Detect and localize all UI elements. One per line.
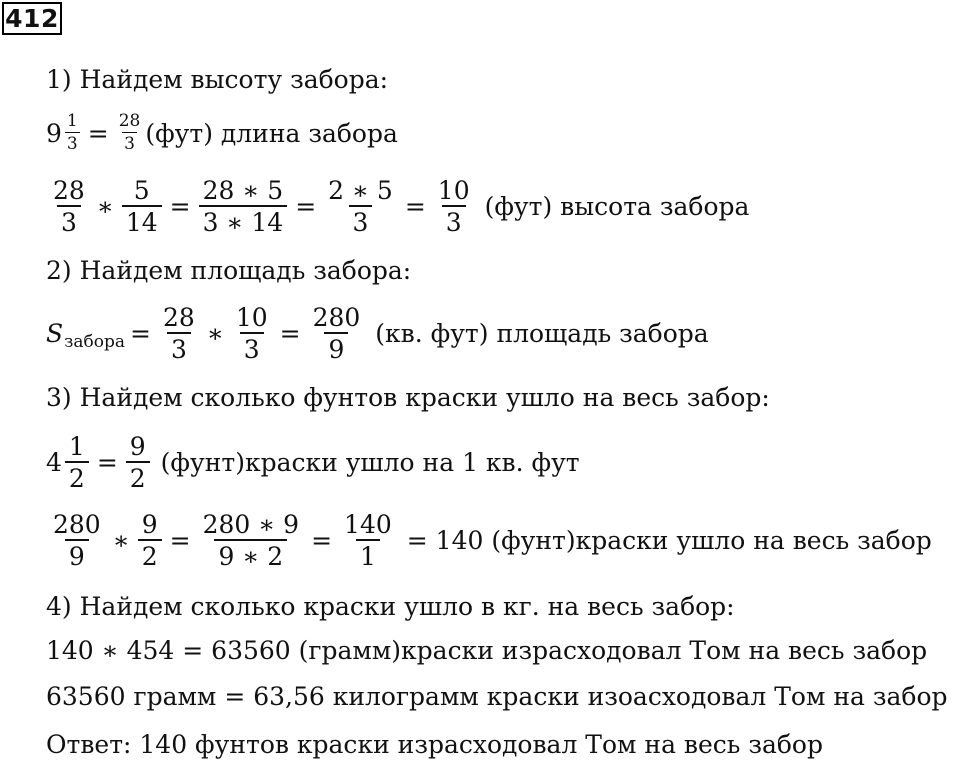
multiply-sign: ∗ <box>96 191 114 221</box>
whole-part: 4 <box>46 447 62 477</box>
numerator: 10 <box>235 302 268 332</box>
denominator: 3 <box>167 332 191 362</box>
equals-sign: = <box>130 318 151 348</box>
denominator: 2 <box>138 539 162 569</box>
denominator: 3 <box>66 134 78 154</box>
fraction <box>199 175 288 237</box>
denominator: 1 <box>356 539 380 569</box>
multiply-sign: ∗ <box>112 525 130 555</box>
numerator: 5 <box>133 175 150 205</box>
denominator: 9 <box>324 332 348 362</box>
numerator: 28 <box>118 111 141 131</box>
numerator: 1 <box>66 111 78 131</box>
step-4-heading: 4) Найдем сколько краски ушло в кг. на весь забор: <box>46 591 735 621</box>
numerator: 28 <box>53 175 85 205</box>
problem-number: 412 <box>2 2 62 35</box>
fraction <box>309 302 365 364</box>
equals-sign: = <box>404 191 426 221</box>
fraction <box>340 509 396 571</box>
denominator: 3 <box>442 205 466 235</box>
numerator: 280 <box>312 302 361 332</box>
numerator: 28 ∗ 5 <box>202 175 284 205</box>
height-caption: (фут) высота забора <box>484 191 750 221</box>
denominator: 3 <box>240 332 264 362</box>
paint-per-sqft <box>46 431 580 493</box>
fraction <box>434 175 474 237</box>
area-symbol: S <box>46 318 64 348</box>
improper-fraction <box>126 431 150 493</box>
denominator: 9 <box>65 539 89 569</box>
numerator: 9 <box>141 509 158 539</box>
paint-total-caption: = 140 (фунт)краски ушло на весь забор <box>406 525 932 555</box>
numerator: 1 <box>68 431 85 461</box>
denominator: 3 ∗ 14 <box>199 205 288 235</box>
equals-sign: = <box>169 191 191 221</box>
denominator: 3 <box>124 134 135 154</box>
step-2-heading: 2) Найдем площадь забора: <box>46 255 412 285</box>
numerator: 280 <box>53 509 101 539</box>
length-caption: (фут) длина забора <box>145 118 398 148</box>
paint-per-sqft-caption: (фунт)краски ушло на 1 кв. фут <box>160 447 580 477</box>
fraction <box>122 175 162 237</box>
height-calculation <box>46 175 750 237</box>
grams-calculation: 140 ∗ 454 = 63560 (грамм)краски израсходовал Том на весь забор <box>46 635 928 665</box>
numerator: 10 <box>437 175 470 205</box>
area-subscript: забора <box>64 332 126 352</box>
step-1-heading: 1) Найдем высоту забора: <box>46 64 389 94</box>
fraction <box>232 302 272 364</box>
denominator: 9 ∗ 2 <box>214 539 287 569</box>
numerator: 280 ∗ 9 <box>202 509 300 539</box>
denominator: 3 <box>57 205 81 235</box>
numerator: 2 ∗ 5 <box>328 175 393 205</box>
fraction <box>199 509 304 571</box>
numerator: 28 <box>163 302 195 332</box>
equals-sign: = <box>295 191 317 221</box>
fraction <box>49 509 105 571</box>
multiply-sign: ∗ <box>206 318 224 348</box>
improper-fraction <box>117 113 143 153</box>
paint-total-calculation <box>46 509 932 571</box>
kilograms-conversion: 63560 грамм = 63,56 килограмм краски изоасходовал Том на забор <box>46 681 948 711</box>
denominator: 14 <box>122 205 162 235</box>
denominator: 2 <box>126 461 150 491</box>
fraction-part <box>65 113 80 153</box>
whole-part: 9 <box>46 118 62 148</box>
equals-sign: = <box>87 118 109 148</box>
fraction-part <box>65 431 89 493</box>
denominator: 3 <box>349 205 373 235</box>
fraction <box>138 509 162 571</box>
denominator: 2 <box>65 461 89 491</box>
area-calculation <box>46 302 709 364</box>
mixed-number-length <box>46 113 398 153</box>
equals-sign: = <box>96 447 118 477</box>
step-3-heading: 3) Найдем сколько фунтов краски ушло на весь забор: <box>46 382 770 412</box>
fraction <box>49 175 89 237</box>
equals-sign: = <box>311 525 333 555</box>
answer: Ответ: 140 фунтов краски израсходовал Том на весь забор <box>46 729 823 759</box>
numerator: 9 <box>129 431 146 461</box>
fraction <box>159 302 199 364</box>
area-caption: (кв. фут) площадь забора <box>375 318 709 348</box>
equals-sign: = <box>279 318 301 348</box>
numerator: 140 <box>344 509 392 539</box>
equals-sign: = <box>169 525 191 555</box>
fraction <box>324 175 397 237</box>
